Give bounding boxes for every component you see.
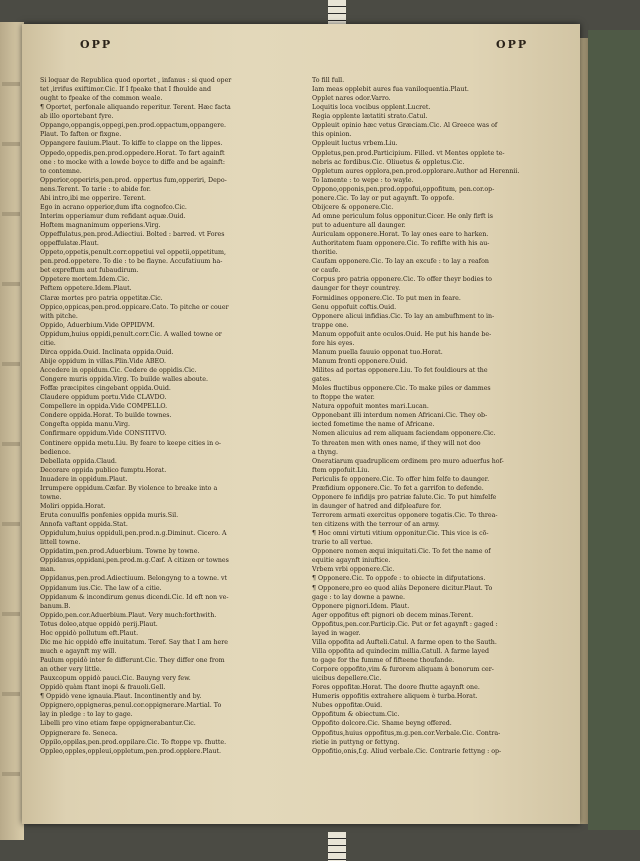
dictionary-line: daunger for theyr countrey. bbox=[312, 285, 401, 293]
dictionary-line: equitie agaynft iniuftice. bbox=[312, 557, 391, 565]
dictionary-line: Vrbem vrbi opponere.Cic. bbox=[312, 566, 395, 574]
dictionary-line: Præfidium opponere.Cic. To fet a garrifon to defende. bbox=[312, 484, 484, 492]
dictionary-line: Oppidanus,pen.prod.Adiectiuum. Belongyng to a towne. vt bbox=[40, 575, 228, 583]
dictionary-line: Oppofito dolcore.Cic. Shame beyng offered. bbox=[312, 720, 452, 728]
dictionary-line: Decorare oppida publico fumptu.Horat. bbox=[40, 466, 167, 474]
dictionary-line: towne. bbox=[40, 493, 62, 501]
dictionary-line: Annofa vaftant oppida.Stat. bbox=[40, 521, 128, 529]
dictionary-line: Oppignero,oppigneras,penul.cor.oppignerare.Martial. To bbox=[40, 702, 222, 710]
dictionary-line: Hoftem magnanimum opperiens.Virg. bbox=[40, 222, 161, 229]
dictionary-line: ponere.Cic. To lay or put agaynft. To oppofe. bbox=[312, 194, 455, 202]
dictionary-line: Oppico,oppicas,pen.prod.oppicare.Cato. To pitche or couer bbox=[40, 303, 229, 311]
dictionary-line: bet expreffum aut fubaudirum. bbox=[40, 267, 139, 275]
page-fore-edge bbox=[580, 38, 588, 824]
dictionary-line: Oppangere fauium.Plaut. To kiffe to clappe on the lippes. bbox=[40, 140, 223, 148]
dictionary-line: Fores oppofitæ.Horat. The doore fhutte agaynft one. bbox=[312, 684, 480, 692]
dictionary-line: Formidines opponere.Cic. To put men in feare. bbox=[312, 294, 461, 302]
dictionary-line: Eruta conuulfis ponfenies oppida muris.Sil. bbox=[40, 512, 179, 519]
dictionary-line: Ego in acrano opperior,dum ifta cognofco.Cic. bbox=[40, 203, 187, 211]
dictionary-line: Ager oppofitus eft pignori ob decem minas.Terent. bbox=[312, 611, 474, 619]
dictionary-line: Manum oppofuit ante oculos.Ouid. He put his hande be- bbox=[312, 330, 492, 338]
dictionary-line: Claudere oppidum portu.Vide CLAVDO. bbox=[40, 394, 167, 402]
dictionary-line: citie. bbox=[40, 339, 56, 347]
dictionary-line: Opponere pignori.Idem. Plaut. bbox=[312, 602, 410, 610]
dictionary-line: Oppango,oppangis,oppegi,pen.prod.oppactum,oppangere. bbox=[40, 122, 226, 130]
dictionary-line: Oppletum aures opplora,pen.prod.opplorare.Author ad Herennii. bbox=[312, 167, 520, 175]
dictionary-line: to gage for the fumme of fifteene thoufande. bbox=[312, 657, 455, 664]
dictionary-line: Interim opperiamur dum refidant aquæ.Ouid. bbox=[40, 212, 186, 220]
dictionary-line: banum.B. bbox=[40, 602, 71, 610]
dictionary-line: ftem oppofuit.Liu. bbox=[312, 466, 370, 474]
dictionary-line: Oppleuit luctus vrbem.Liu. bbox=[312, 140, 398, 148]
dictionary-line: Congefta oppida manu.Virg. bbox=[40, 421, 131, 429]
dictionary-line: Oppidanum ius.Cic. The law of a citie. bbox=[40, 584, 162, 592]
dictionary-line: Nomen alicuius ad rem aliquam faciendam opponere.Cic. bbox=[312, 430, 496, 438]
dictionary-line: Pauxcopum oppidò pauci.Cic. Bauyng very few. bbox=[40, 675, 191, 683]
dictionary-line: Oppido,pen.cor.Aduerbium.Plaut. Very much:forthwith. bbox=[40, 611, 217, 619]
dictionary-line: Genu oppofuit coftis.Ouid. bbox=[312, 303, 397, 311]
scale-ruler-bottom bbox=[328, 832, 346, 861]
dictionary-line: put to aduenture all daunger. bbox=[312, 222, 406, 229]
dictionary-line: Corpore oppofito,vim & furorem aliquam à bonorum cer- bbox=[312, 666, 494, 674]
dictionary-line: Oppeto,oppetis,penult.corr.oppetiui vel oppetii,oppetitum, bbox=[40, 249, 227, 257]
dictionary-line: rietie in puttyng or fettyng. bbox=[312, 738, 400, 746]
dictionary-line: to contemne. bbox=[40, 167, 82, 175]
dictionary-line: Corpus pro patria opponere.Cic. To offer theyr bodies to bbox=[312, 276, 492, 284]
dictionary-line: tet ,irrifus exiftimor.Cic. If I fpeake that I fhoulde and bbox=[40, 86, 211, 94]
dictionary-line: this opinion. bbox=[312, 131, 352, 139]
dictionary-line: oppeffulatæ.Plaut. bbox=[40, 240, 99, 248]
dictionary-line: Milites ad portas opponere.Liu. To fet fouldiours at the bbox=[312, 367, 488, 374]
dictionary-line: To threaten men with ones name, if they will not doo bbox=[312, 439, 481, 447]
dictionary-line: Oppono,opponis,pen.prod.oppofui,oppofitum, pen.cor.op- bbox=[312, 185, 495, 193]
dictionary-line: Foffæ præcipites cingebant oppida.Ouid. bbox=[40, 385, 171, 393]
dictionary-column-left bbox=[40, 76, 292, 756]
dictionary-line: Iam meas opplebit aures fua vaniloquentia.Plaut. bbox=[312, 86, 469, 94]
dictionary-line: Claræ mortes pro patria oppetitæ.Cic. bbox=[40, 294, 163, 302]
dictionary-line: Oppidum,huius oppidi,penult.corr.Cic. A walled towne or bbox=[40, 330, 222, 338]
dictionary-line: Oppidò quàm ftant inopi & frauoli.Gell. bbox=[40, 684, 166, 692]
dictionary-line: Opponere nomen æqui iniquitati.Cic. To fet the name of bbox=[312, 548, 491, 556]
dictionary-line: pen.prod.oppetere. To die : to be flayne. Accufatiuum ha- bbox=[40, 258, 223, 266]
dictionary-line: Opponere alicui infidias.Cic. To lay an ambufhment to in- bbox=[312, 312, 495, 320]
dictionary-line: Moliri oppida.Horat. bbox=[40, 502, 106, 510]
dictionary-line: ¶ Opponere.Cic. To oppofe : to obiecte in difputations. bbox=[312, 575, 486, 583]
dictionary-line: Moles fluctibus opponere.Cic. To make piles or dammes bbox=[312, 385, 491, 393]
dictionary-line: layed in wager. bbox=[312, 629, 361, 637]
dictionary-line: Accedere in oppidum.Cic. Cedere de oppidis.Cic. bbox=[40, 367, 197, 374]
dictionary-line: Obijcere & opponere.Cic. bbox=[312, 203, 394, 211]
dictionary-line: with pitche. bbox=[40, 312, 78, 320]
dictionary-line: Regia opplente lætatiti strato.Catul. bbox=[312, 113, 428, 121]
dictionary-line: an other very little. bbox=[40, 666, 102, 674]
dictionary-line: in daunger of hatred and difpleafure for. bbox=[312, 502, 442, 510]
dictionary-line: Irrumpere oppidum.Cæfar. By violence to breake into a bbox=[40, 484, 218, 492]
dictionary-line: Periculis fe opponere.Cic. To offer him felfe to daunger. bbox=[312, 475, 490, 483]
dictionary-line: Villa oppofita ad Aufteli.Catul. A farme open to the Sauth. bbox=[312, 638, 497, 646]
dictionary-line: Oppofitus,pen.cor.Particip.Cic. Put or fet agaynft : gaged : bbox=[312, 620, 498, 628]
dictionary-line: Totus doleo,atque oppidò perij.Plaut. bbox=[40, 620, 158, 628]
dictionary-line: trappe one. bbox=[312, 321, 349, 329]
dictionary-line: or caufe. bbox=[312, 267, 341, 275]
dictionary-line: Oppidulum,huius oppiduli,pen.prod.n.g.Diminut. Cicero. A bbox=[40, 530, 227, 538]
dictionary-line: Abije oppidum in villas.Plin.Vide ABEO. bbox=[40, 357, 166, 365]
dictionary-line: Oppidanus,oppidani,pen.prod.m.g.Cæf. A citizen or townes bbox=[40, 557, 229, 565]
dictionary-line: iected fometime the name of Africane. bbox=[312, 421, 435, 429]
dictionary-line: Oppleo,opples,oppleui,oppletum,pen.prod.opplere.Plaut. bbox=[40, 747, 222, 755]
dictionary-line: Auriculam opponere.Horat. To lay ones eare to harken. bbox=[312, 231, 489, 239]
dictionary-line: Oppofitum & obiectum.Cic. bbox=[312, 711, 400, 719]
dictionary-line: fore his eyes. bbox=[312, 339, 355, 347]
dictionary-line: nens.Terent. To tarie : to abide for. bbox=[40, 185, 151, 193]
dictionary-line: Oppido, Aduerbium.Vide OPPIDVM. bbox=[40, 321, 155, 329]
dictionary-line: Humeris oppofitis extrahere aliquem è turba.Horat. bbox=[312, 693, 478, 701]
dictionary-line: Oppleuit opinio hæc vetus Græciam.Cic. Al Greece was of bbox=[312, 122, 498, 130]
dictionary-line: Natura oppofuit montes mari.Lucan. bbox=[312, 403, 429, 411]
dictionary-line: Oppeffulatus,pen.prod.Adiectiui. Bolted : barred. vt Fores bbox=[40, 231, 225, 239]
dictionary-line: one : to mocke with a lowde boyce to diffe and be againft: bbox=[40, 158, 225, 166]
dictionary-line: ¶ Oportet, perfonale aliquando reperitur. Terent. Hæc facta bbox=[40, 104, 231, 112]
dictionary-line: man. bbox=[40, 566, 56, 574]
dictionary-line: Manum puella fauuio opponat tuo.Horat. bbox=[312, 348, 443, 356]
dictionary-line: ¶ Hoc omni virtuti vitium opponitur.Cic. This vice is cõ- bbox=[312, 530, 489, 538]
dictionary-line: ¶ Opponere,pro eo quod aliàs Deponere dicitur.Plaut. To bbox=[312, 584, 493, 592]
dictionary-line: Dic me hic oppidò effe inuitatum. Teref. Say that I am here bbox=[40, 638, 229, 646]
dictionary-line: Oppidanum & incondirum genus dicendi.Cic. Id eft non ve- bbox=[40, 593, 229, 601]
dictionary-line: Terrorem armati exercitus opponere togatis.Cic. To threa- bbox=[312, 512, 498, 519]
dictionary-line: Paulum oppidò inter fe differunt.Cic. They differ one from bbox=[40, 657, 225, 664]
dictionary-line: lay in pledge : to lay to gage. bbox=[40, 711, 133, 719]
dictionary-line: Oppletus,pen.prod.Participium. Filled. vt Mentes opplete te- bbox=[312, 149, 505, 157]
dictionary-line: thoritie. bbox=[312, 249, 338, 257]
dictionary-line: Abi intro,ibi me opperire. Terent. bbox=[40, 194, 146, 202]
dictionary-line: Debellata oppida.Claud. bbox=[40, 457, 117, 465]
dictionary-column-right bbox=[312, 76, 564, 756]
dictionary-line: much e agaynft my will. bbox=[40, 647, 117, 655]
dictionary-line: nebris ac fordibus.Cic. Oliuetus & oppletus.Cic. bbox=[312, 158, 465, 166]
dictionary-line: Libelli pro vino etiam fæpe oppignerabantur.Cic. bbox=[40, 720, 196, 728]
dictionary-line: a thyng. bbox=[312, 448, 338, 456]
dictionary-line: ought to fpeake of the common weale. bbox=[40, 95, 163, 103]
dictionary-line: Oppilo,oppilas,pen.prod.oppilare.Cic. To ftoppe vp. fhutte. bbox=[40, 738, 227, 746]
dictionary-line: ab illo oportebant fyre. bbox=[40, 113, 114, 121]
facing-page-edge bbox=[0, 22, 24, 840]
dictionary-line: Oppofitus,huius oppofitus,m.g.pen.cor.Verbale.Cic. Contra- bbox=[312, 729, 501, 737]
dictionary-line: Authoritatem fuam opponere.Cic. To refifte with his au- bbox=[312, 240, 490, 248]
dictionary-line: Condere oppida.Horat. To builde townes. bbox=[40, 412, 172, 420]
dictionary-line: Oppignerare fe. Seneca. bbox=[40, 729, 118, 737]
dictionary-line: Villa oppofita ad quindecim millia.Catull. A farme layed bbox=[312, 647, 489, 655]
dictionary-line: Dirca oppida.Ouid. Inclinata oppida.Ouid. bbox=[40, 348, 174, 356]
dictionary-line: ten citizens with the terrour of an army. bbox=[312, 521, 440, 529]
dictionary-line: trarie to all vertue. bbox=[312, 539, 373, 547]
dictionary-line: Loquitis loca vocibus opplent.Lucret. bbox=[312, 104, 431, 112]
dictionary-line: Compellere in oppida.Vide COMPELLO. bbox=[40, 403, 168, 411]
dictionary-line: Caufam opponere.Cic. To lay an excufe : to lay a reafon bbox=[312, 258, 489, 266]
dictionary-line: Manum fronti opponere.Ouid. bbox=[312, 357, 408, 365]
dictionary-line: Opponebant illi interdum nomen Africani.Cic. They ob- bbox=[312, 412, 488, 420]
dictionary-line: littell towne. bbox=[40, 539, 81, 547]
dictionary-line: Ad omne periculum folus opponitur.Cicer. He only firft is bbox=[312, 212, 493, 220]
dictionary-line: Oppetere mortem.Idem.Cic. bbox=[40, 276, 130, 284]
running-head-right: OPP bbox=[496, 38, 529, 51]
running-head-left: OPP bbox=[80, 38, 113, 51]
dictionary-line: To lamente : to wepe : to wayle. bbox=[312, 176, 414, 184]
dictionary-line: Oppidatim,pen.prod.Aduerbium. Towne by towne. bbox=[40, 548, 200, 556]
dictionary-line: Continere oppida metu.Liu. By feare to keepe cities in o- bbox=[40, 439, 222, 447]
dictionary-line: Oppofitio,onis,f.g. Aliud verbale.Cic. Contrarie fettyng : op- bbox=[312, 747, 502, 755]
dictionary-line: Oppedo,oppedis,pen.prod.oppedere.Horat. To fart againft bbox=[40, 149, 225, 157]
dictionary-line: Opplet nares odor.Varro. bbox=[312, 95, 391, 103]
dictionary-line: Opperior,opperiris,pen.prod. oppertus fum,opperiri, Depo- bbox=[40, 176, 227, 184]
dictionary-line: Inuadere in oppidum.Plaut. bbox=[40, 475, 128, 483]
background-cloth bbox=[588, 30, 640, 830]
dictionary-line: Congere muris oppida.Virg. To builde walles aboute. bbox=[40, 376, 208, 384]
dictionary-line: ¶ Oppidò vene ignauia.Plaut. Incontinently and by. bbox=[40, 693, 202, 701]
dictionary-line: gates. bbox=[312, 376, 332, 384]
dictionary-line: Si loquar de Republica quod oportet , infanus : si quod oper bbox=[40, 77, 232, 84]
dictionary-line: bedience. bbox=[40, 448, 71, 456]
dictionary-line: Nubes oppofitæ.Ouid. bbox=[312, 702, 383, 710]
dictionary-line: Confirmare oppidum.Vide CONSTITVO. bbox=[40, 430, 167, 438]
dictionary-line: Peftem oppetere.Idem.Plaut. bbox=[40, 285, 132, 293]
dictionary-line: To fill full. bbox=[312, 77, 345, 84]
dictionary-line: gage : to lay downe a pawne. bbox=[312, 593, 406, 601]
dictionary-line: Hoc oppidò pollutum eft.Plaut. bbox=[40, 629, 139, 637]
dictionary-line: Plaut. To faften or fixgne. bbox=[40, 131, 122, 139]
dictionary-line: Opponere fe infidijs pro patriæ falute.Cic. To put himfelfe bbox=[312, 493, 497, 501]
dictionary-line: uicibus depellere.Cic. bbox=[312, 675, 382, 683]
dictionary-line: Oneratiarum quadruplicem ordinem pro muro aduerfus hof- bbox=[312, 457, 504, 465]
dictionary-line: to ftoppe the water. bbox=[312, 394, 375, 402]
